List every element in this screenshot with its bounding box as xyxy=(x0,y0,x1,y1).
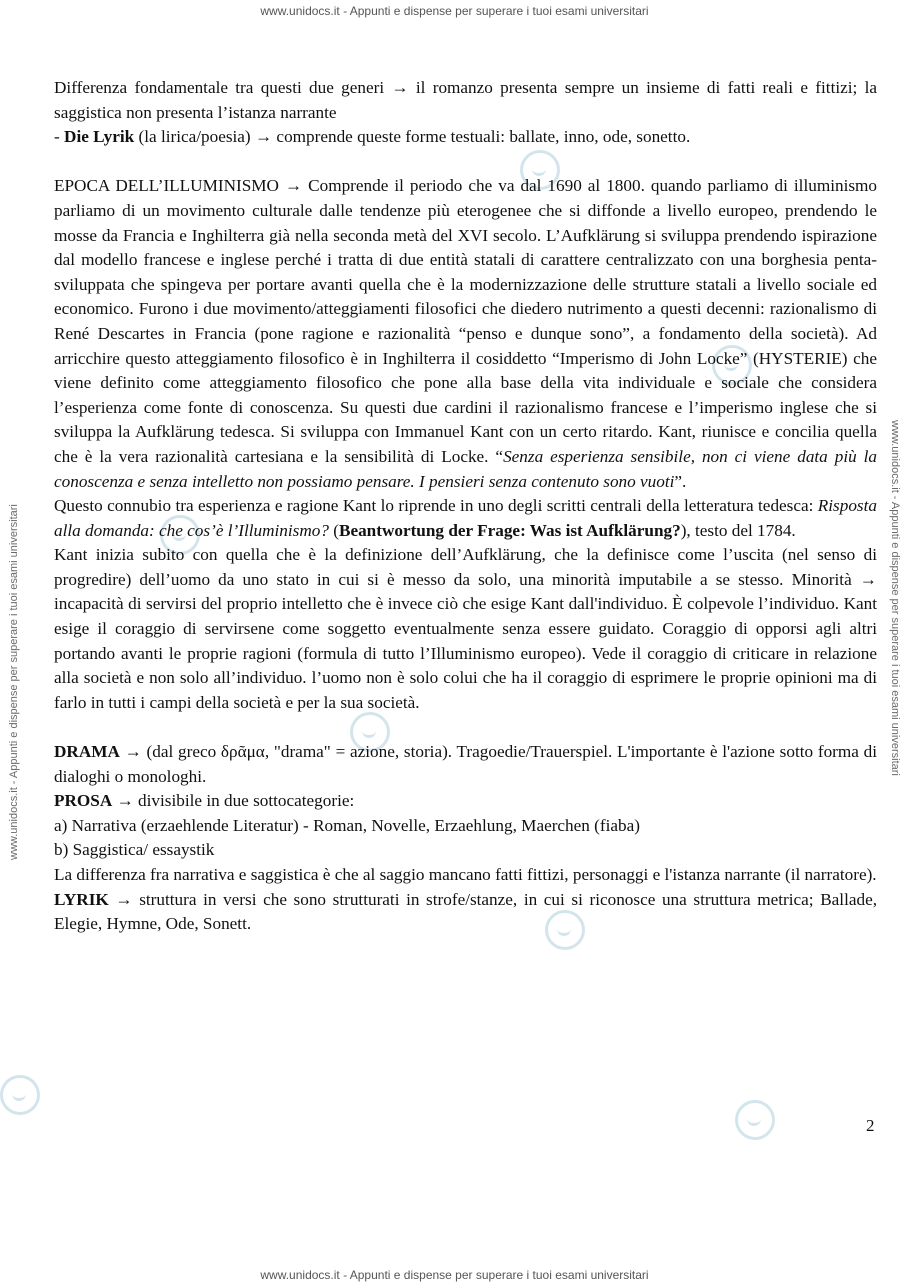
term-lyrik: LYRIK xyxy=(54,889,109,909)
watermark-bottom: www.unidocs.it - Appunti e dispense per superare i tuoi esami universitari xyxy=(260,1268,649,1282)
unidocs-logo-icon xyxy=(0,1075,40,1115)
watermark-right: www.unidocs.it - Appunti e dispense per superare i tuoi esami universitari xyxy=(889,420,901,776)
paragraph-prosa: PROSA → divisibile in due sottocategorie: xyxy=(54,791,355,811)
paragraph-kant-definition: Kant inizia subito con quella che è la definizione dell’Aufklärung, che la definisce come l’uscita (nel senso di progredire) dell’uomo da uno stato in cui si è messo da solo, una minorità imputabile a se stesso. Minorità → incapacità di servirsi del proprio intelletto che è invece ciò che esige Kant dall'individuo. È colpevole l’individuo. Kant esige il coraggio di servirsene come soggetto eventualmente senza essere guidato. Coraggio di opporsi agli altri portando avanti le proprie ragioni (formula di tutto l’Illuminismo europeo). Vede il coraggio di criticare in relazione alla società e non solo all’individuo. l’uomo non è solo colui che ha il coraggio di esprimere le proprie opinioni ma di farlo in tutti i campi della società e per la sua società. xyxy=(54,545,877,712)
paragraph-drama: DRAMA → (dal greco δρᾶμα, "drama" = azione, storia). Tragoedie/Trauerspiel. L'importante è l'azione sotto forma di dialoghi o monologhi. xyxy=(54,742,877,786)
watermark-top: www.unidocs.it - Appunti e dispense per superare i tuoi esami universitari xyxy=(260,4,649,18)
paragraph-difference: La differenza fra narrativa e saggistica è che al saggio mancano fatti fittizi, personaggi e l'istanza narrante (il narratore). xyxy=(54,865,877,884)
list-item-narrativa: a) Narrativa (erzaehlende Literatur) - Roman, Novelle, Erzaehlung, Maerchen (fiaba) xyxy=(54,815,640,835)
paragraph-die-lyrik: - Die Lyrik (la lirica/poesia) → comprende queste forme testuali: ballate, inno, ode, sonetto. xyxy=(54,127,691,147)
paragraph-genre-difference: Differenza fondamentale tra questi due generi → il romanzo presenta sempre un insieme di fatti reali e fittizi; la saggistica non presenta l’istanza narrante xyxy=(54,78,877,122)
work-title-german: Beantwortung der Frage: Was ist Aufklärung? xyxy=(338,520,681,540)
term-die-lyrik: Die Lyrik xyxy=(64,127,135,147)
term-drama: DRAMA xyxy=(54,742,120,762)
watermark-left: www.unidocs.it - Appunti e dispense per superare i tuoi esami universitari xyxy=(8,504,20,860)
list-item-saggistica: b) Saggistica/ essaystik xyxy=(54,840,215,860)
paragraph-lyrik: LYRIK → struttura in versi che sono strutturati in strofe/stanze, in cui si riconosce una struttura metrica; Ballade, Elegie, Hymne, Ode, Sonett. xyxy=(54,889,877,934)
paragraph-illuminismo: EPOCA DELL’ILLUMINISMO → Comprende il periodo che va dal 1690 al 1800. quando parliamo di illuminismo parliamo di un movimento culturale dalle tendenze più eterogenee che si diffonde a livello europeo, prendendo le mosse da Francia e Inghilterra già nella seconda metà del XVI secolo. L’Aufklärung si sviluppa prendendo ispirazione dal modello francese e inglese perché i tratta di due entità statali di carattere centralizzato con una borghesia penta-sviluppata che spingeva per portare avanti quella che è la modernizzazione delle strutture statali a livello sociale ed economico. Furono i due movimento/atteggiamenti filosofici che diedero nutrimento a questi decenni: razionalismo di René Descartes in Francia (pone ragione e razionalità “penso e dunque sono”, a fondamento della società). Ad arricchire questo atteggiamento filosofico è in Inghilterra il cosiddetto “Imperismo di John Locke” (HYSTERIE) che viene definito come atteggiamento filosofico che pone alla base della vita individuale e sociale che considera l’esperienza come fonte di conoscenza. Su questi due cardini il razionalismo francese e l’imperismo inglese che si sviluppa la Aufklärung tedesca. Si sviluppa con Immanuel Kant con un certo ritardo. Kant, riunisce e concilia quella che è la vera razionalità cartesiana e la sensibilità di Locke. “Senza esperienza sensibile, non ci viene data più la conoscenza e senza intelletto non possiamo pensare. I pensieri senza contenuto sono vuoti”. xyxy=(54,176,878,491)
page-number: 2 xyxy=(866,1116,875,1135)
work-title-italian: Risposta alla domanda: che cos’è l’Illuminismo? xyxy=(54,496,877,540)
paragraph-gap xyxy=(54,150,877,175)
paragraph-gap xyxy=(54,715,877,740)
paragraph-kant-writing: Questo connubio tra esperienza e ragione Kant lo riprende in uno degli scritti centrali della letteratura tedesca: Risposta alla domanda: che cos’è l’Illuminismo? (Beantwortung der Frage: Was ist Aufklärung?), testo del 1784. xyxy=(54,496,877,540)
unidocs-logo-icon xyxy=(735,1100,775,1140)
term-prosa: PROSA xyxy=(54,791,113,811)
kant-quote: Senza esperienza sensibile, non ci viene data più la conoscenza e senza intelletto non possiamo pensare. I pensieri senza contenuto sono vuoti xyxy=(54,446,878,491)
document-body xyxy=(54,76,877,937)
